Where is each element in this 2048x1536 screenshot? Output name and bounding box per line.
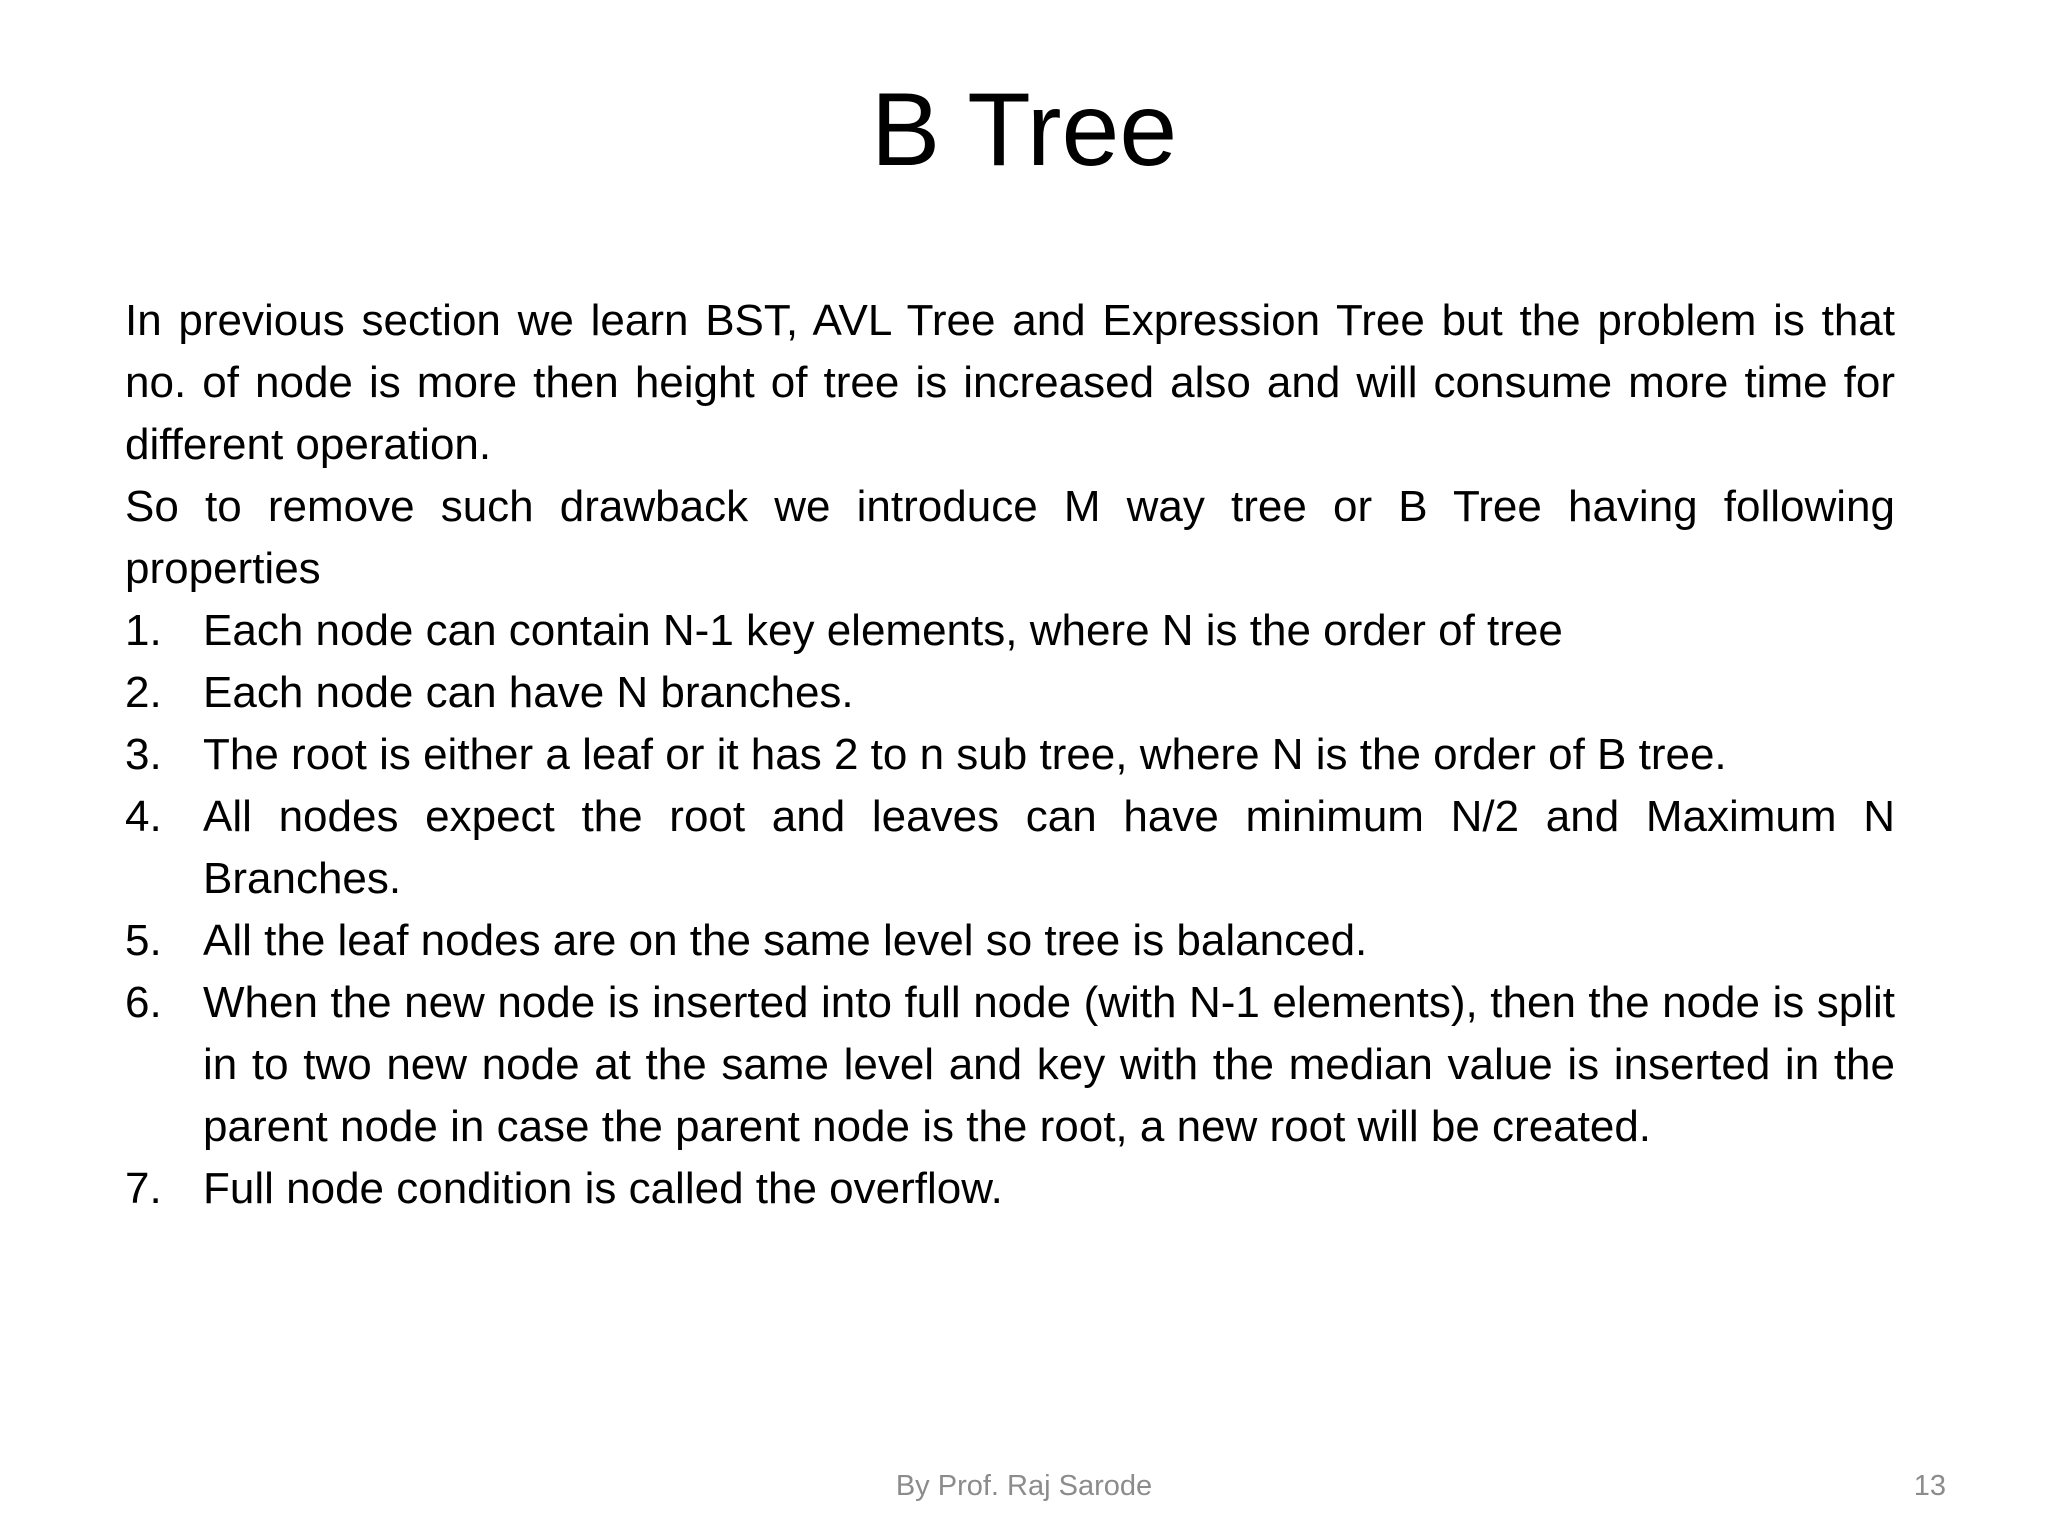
page-number: 13 [1913,1470,1946,1502]
list-item-number: 4. [125,792,162,841]
list-item-text: The root is either a leaf or it has 2 to n sub tree, where N is the order of B tree. [203,730,1727,779]
list-item-number: 5. [125,916,162,965]
list-item [125,910,1895,972]
list-item-text: All the leaf nodes are on the same level so tree is balanced. [203,916,1368,965]
intro-paragraph: In previous section we learn BST, AVL Tree and Expression Tree but the problem is that no. of node is more then height of tree is increased also and will consume more time for different operation. [125,296,1895,469]
list-item [125,724,1895,786]
list-item-number: 1. [125,606,162,655]
list-item-text: Each node can contain N-1 key elements, where N is the order of tree [203,606,1563,655]
list-item-text: Full node condition is called the overflow. [203,1164,1003,1213]
list-item [125,972,1895,1158]
list-item [125,1158,1895,1220]
footer-author: By Prof. Raj Sarode [895,1470,1153,1502]
properties-intro-paragraph: So to remove such drawback we introduce M way tree or B Tree having following properties [125,482,1895,593]
list-item-text: Each node can have N branches. [203,668,854,717]
slide-content [125,290,1895,1220]
list-item-number: 2. [125,668,162,717]
list-item-number: 6. [125,978,162,1027]
list-item [125,600,1895,662]
list-item-number: 7. [125,1164,162,1213]
list-item-text: When the new node is inserted into full node (with N-1 elements), then the node is split in to two new node at the same level and key with the median value is inserted in the parent node in case the parent node is the root, a new root will be created. [203,978,1895,1151]
list-item [125,786,1895,910]
slide-title: B Tree [870,72,1178,188]
list-item-text: All nodes expect the root and leaves can have minimum N/2 and Maximum N Branches. [203,792,1895,903]
list-item-number: 3. [125,730,162,779]
properties-list [125,600,1895,1220]
list-item [125,662,1895,724]
